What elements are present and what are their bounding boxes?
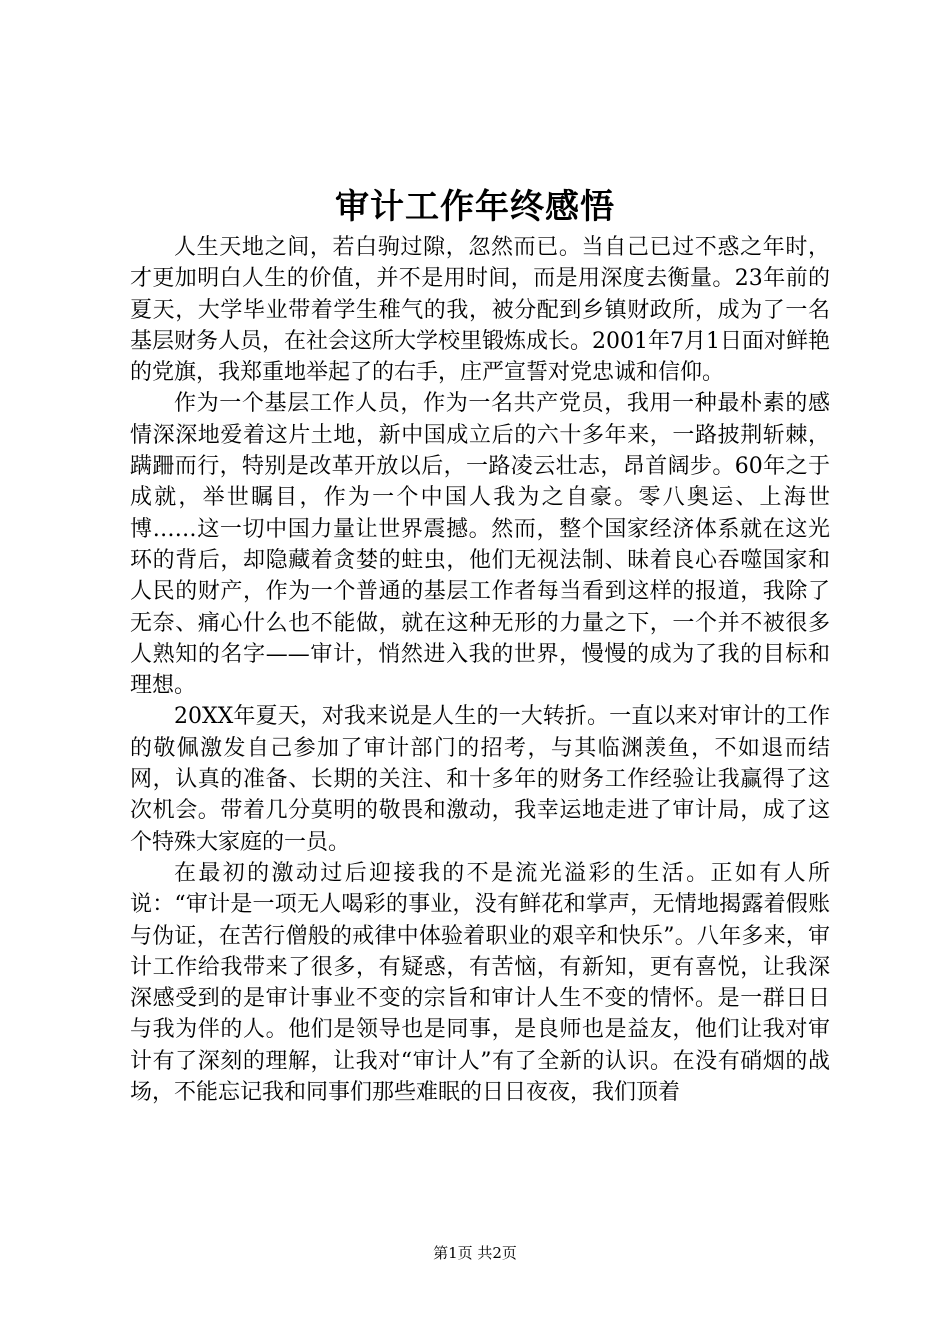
paragraph-1: 人生天地之间，若白驹过隙，忽然而已。当自己已过不惑之年时，才更加明白人生的价值，并不是用时间，而是用深度去衡量。23年前的夏天，大学毕业带着学生稚气的我，被分配到乡镇财政所，成为了一名基层财务人员，在社会这所大学校里锻炼成长。2001年7月1日面对鲜艳的党旗，我郑重地举起了的右手，庄严宣誓对党忠诚和信仰。	[130, 235, 830, 386]
paragraph-3: 20XX年夏天，对我来说是人生的一大转折。一直以来对审计的工作的敬佩激发自己参加了审计部门的招考，与其临渊羡鱼，不如退而结网，认真的准备、长期的关注、和十多年的财务工作经验让我赢得了这次机会。带着几分莫明的敬畏和激动，我幸运地走进了审计局，成了这个特殊大家庭的一员。	[130, 704, 830, 855]
document-title: 审计工作年终感悟	[335, 187, 615, 227]
paragraph-4: 在最初的激动过后迎接我的不是流光溢彩的生活。正如有人所说：“审计是一项无人喝彩的事业，没有鲜花和掌声，无情地揭露着假账与伪证，在苦行僧般的戒律中体验着职业的艰辛和快乐”。八年多来，审计工作给我带来了很多，有疑惑，有苦恼，有新知，更有喜悦，让我深深感受到的是审计事业不变的宗旨和审计人生不变的情怀。是一群日日与我为伴的人。他们是领导也是同事，是良师也是益友，他们让我对审计有了深刻的理解，让我对“审计人”有了全新的认识。在没有硝烟的战场，不能忘记我和同事们那些难眠的日日夜夜，我们顶着	[130, 860, 830, 1106]
document-body	[130, 232, 830, 1108]
paragraph-2: 作为一个基层工作人员，作为一名共产党员，我用一种最朴素的感情深深地爱着这片土地，新中国成立后的六十多年来，一路披荆斩棘，蹒跚而行，特别是改革开放以后，一路凌云壮志，昂首阔步。60年之于成就，举世瞩目，作为一个中国人我为之自豪。零八奥运、上海世博……这一切中国力量让世界震撼。然而，整个国家经济体系就在这光环的背后，却隐藏着贪婪的蛀虫，他们无视法制、昧着良心吞噬国家和人民的财产，作为一个普通的基层工作者每当看到这样的报道，我除了无奈、痛心什么也不能做，就在这种无形的力量之下，一个并不被很多人熟知的名字——审计，悄然进入我的世界，慢慢的成为了我的目标和理想。	[130, 391, 830, 699]
page-number-footer: 第1页 共2页	[433, 1244, 517, 1262]
